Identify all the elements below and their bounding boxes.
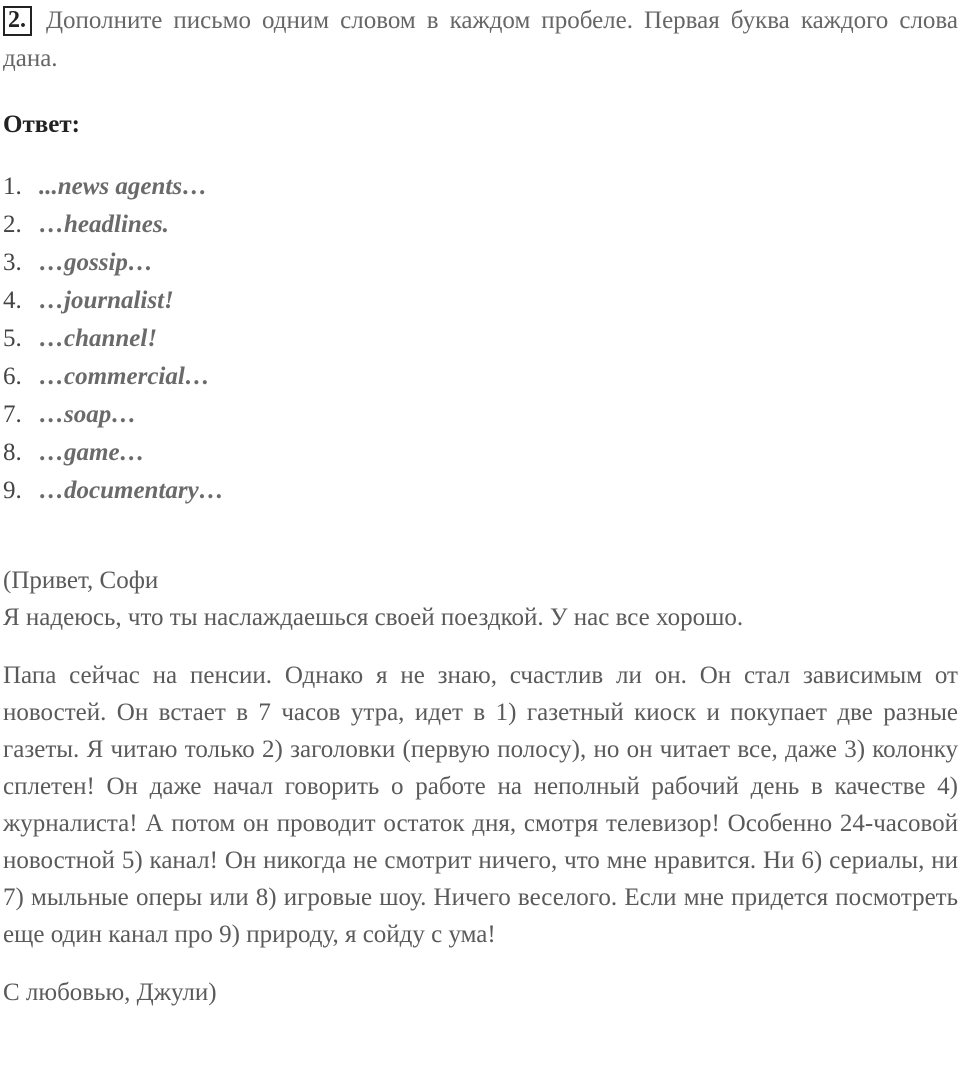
answer-word: ...news agents…: [39, 173, 208, 200]
task-instruction: Дополните письмо одним словом в каждом пробеле. Первая буква каждого слова дана.: [3, 7, 958, 72]
letter-greeting: (Привет, Софи: [3, 567, 159, 594]
answer-number: 4.: [3, 287, 22, 314]
answer-number: 6.: [3, 363, 22, 390]
answer-number: 1.: [3, 173, 22, 200]
answer-word: …channel!: [39, 325, 158, 352]
answer-number: 5.: [3, 325, 22, 352]
answer-word: …documentary…: [39, 477, 224, 504]
answer-number: 7.: [3, 401, 22, 428]
answer-item: [3, 168, 958, 206]
answer-item: [3, 472, 958, 510]
answer-number: 9.: [3, 477, 22, 504]
answer-item: [3, 320, 958, 358]
letter-closing: С любовью, Джули): [3, 979, 217, 1006]
answer-word: …soap…: [39, 401, 137, 428]
answer-number: 3.: [3, 249, 22, 276]
letter-paragraph-1: Я надеюсь, что ты наслаждаешься своей поездкой. У нас все хорошо.: [3, 604, 744, 631]
answer-item: [3, 358, 958, 396]
answer-number: 8.: [3, 439, 22, 466]
answer-item: [3, 244, 958, 282]
answer-word: …journalist!: [39, 287, 174, 314]
answer-word: …gossip…: [39, 249, 153, 276]
task-heading: [3, 2, 958, 78]
document-page: [3, 0, 958, 1011]
answer-word: …headlines.: [39, 211, 169, 238]
answer-word: …commercial…: [39, 363, 210, 390]
answer-item: [3, 396, 958, 434]
answer-item: [3, 434, 958, 472]
answer-label: Ответ:: [3, 111, 80, 138]
answer-item: [3, 282, 958, 320]
answer-word: …game…: [39, 439, 145, 466]
letter-paragraph-2: Папа сейчас на пенсии. Однако я не знаю, счастлив ли он. Он стал зависимым от новостей. Он встает в 7 часов утра, идет в 1) газетный киоск и покупает две разные газеты. Я читаю только 2) заголовки (первую полосу), но он читает все, даже 3) колонку сплетен! Он даже начал говорить о работе на неполный рабочий день в качестве 4) журналиста! А потом он проводит остаток дня, смотря телевизор! Особенно 24-часовой новостной 5) канал! Он никогда не смотрит ничего, что мне нравится. Ни 6) сериалы, ни 7) мыльные оперы или 8) игровые шоу. Ничего веселого. Если мне придется посмотреть еще один канал про 9) природу, я сойду с ума!: [3, 662, 958, 948]
answer-list: [3, 168, 958, 510]
task-number-badge: 2.: [3, 6, 32, 36]
answer-number: 2.: [3, 211, 22, 238]
letter-translation: [3, 562, 958, 1011]
answer-item: [3, 206, 958, 244]
